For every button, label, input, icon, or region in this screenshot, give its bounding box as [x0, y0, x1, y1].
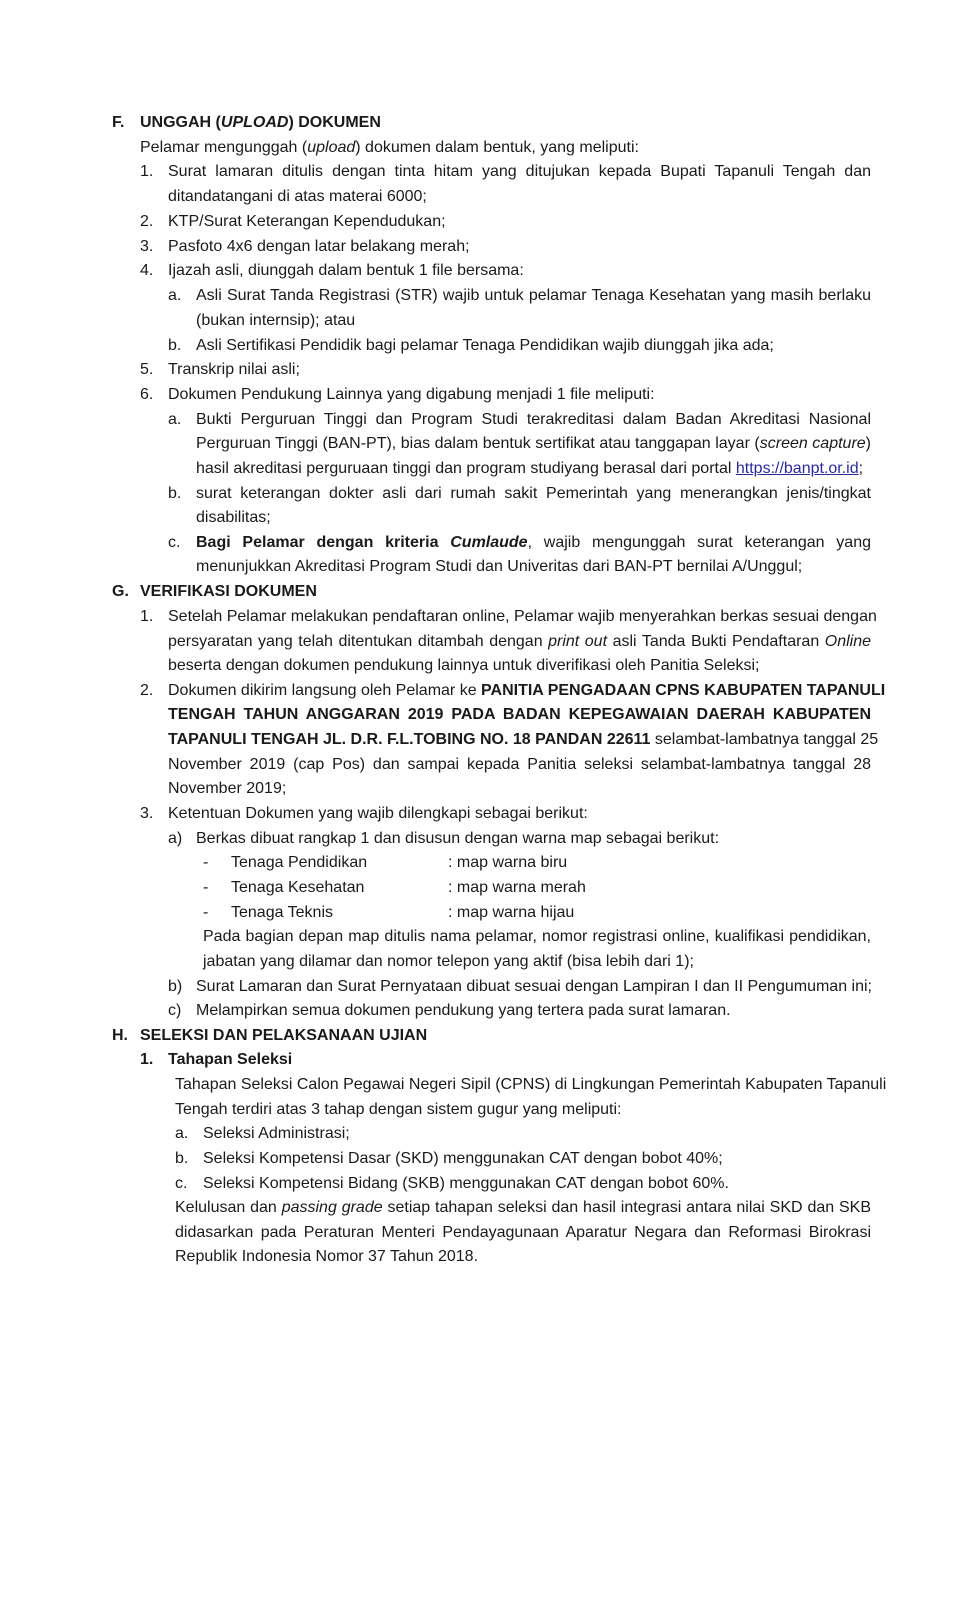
f-item-1-number: 1.	[140, 163, 154, 180]
f-item-5-text: Transkrip nilai asli;	[168, 361, 300, 378]
h-closing-line: Republik Indonesia Nomor 37 Tahun 2018.	[175, 1248, 479, 1265]
map-value: : map warna merah	[448, 879, 586, 896]
f-item-6b-line: disabilitas;	[196, 509, 271, 526]
map-value: : map warna hijau	[448, 904, 575, 921]
map-dash: -	[203, 904, 209, 921]
f-item-5-number: 5.	[140, 361, 154, 378]
h-stage-text: Seleksi Administrasi;	[203, 1125, 350, 1142]
map-note-line: Pada bagian depan map ditulis nama pelamar, nomor registrasi online, kualifikasi pendidikan,	[203, 928, 871, 945]
g-item-3a-letter: a)	[168, 830, 183, 847]
h-stage-text: Seleksi Kompetensi Bidang (SKB) menggunakan CAT dengan bobot 60%.	[203, 1175, 729, 1192]
f-item-2-text: KTP/Surat Keterangan Kependudukan;	[168, 213, 446, 230]
g-item-2-line: Dokumen dikirim langsung oleh Pelamar ke PANITIA PENGADAAN CPNS KABUPATEN TAPANULI	[168, 682, 886, 699]
f-item-4-number: 4.	[140, 262, 154, 279]
f-item-6c-line: Bagi Pelamar dengan kriteria Cumlaude, wajib mengunggah surat keterangan yang	[196, 534, 872, 551]
f-item-4-text: Ijazah asli, diunggah dalam bentuk 1 file bersama:	[168, 262, 524, 279]
map-label: Tenaga Pendidikan	[231, 854, 368, 871]
f-item-4b-text: Asli Sertifikasi Pendidik bagi pelamar Tenaga Pendidikan wajib diunggah jika ada;	[196, 337, 774, 354]
g-item-1-line: persyaratan yang telah ditentukan ditambah dengan print out asli Tanda Bukti Pendaftaran Online	[168, 633, 871, 650]
f-item-4a-line: (bukan internsip); atau	[196, 312, 356, 329]
g-item-1-line: beserta dengan dokumen pendukung lainnya untuk diverifikasi oleh Panitia Seleksi;	[168, 657, 760, 674]
h-closing-line: Kelulusan dan passing grade setiap tahapan seleksi dan hasil integrasi antara nilai SKD dan SKB	[175, 1199, 872, 1216]
banpt-link[interactable]: https://banpt.or.id	[735, 460, 859, 477]
map-label: Tenaga Teknis	[231, 904, 333, 921]
g-item-1-number: 1.	[140, 608, 154, 625]
section-g-letter: G.	[112, 583, 129, 600]
f-item-6-text: Dokumen Pendukung Lainnya yang digabung menjadi 1 file meliputi:	[168, 386, 655, 403]
g-item-2-number: 2.	[140, 682, 154, 699]
g-item-2-line: November 2019;	[168, 780, 287, 797]
section-f-heading: UNGGAH (UPLOAD) DOKUMEN	[140, 114, 381, 131]
f-item-6a-line: hasil akreditasi perguruaan tinggi dan program studiyang berasal dari portal https://banpt.or.id;	[196, 460, 864, 477]
f-item-1-line: Surat lamaran ditulis dengan tinta hitam yang ditujukan kepada Bupati Tapanuli Tengah dan	[168, 163, 871, 180]
f-item-6b-letter: b.	[168, 485, 182, 502]
section-g-heading: VERIFIKASI DOKUMEN	[140, 583, 317, 600]
map-label: Tenaga Kesehatan	[231, 879, 365, 896]
f-item-3-number: 3.	[140, 238, 154, 255]
f-item-2-number: 2.	[140, 213, 154, 230]
g-item-1-line: Setelah Pelamar melakukan pendaftaran online, Pelamar wajib menyerahkan berkas sesuai dengan	[168, 608, 877, 625]
h-stage-letter: b.	[175, 1150, 189, 1167]
f-item-4b-letter: b.	[168, 337, 182, 354]
section-h-letter: H.	[112, 1027, 128, 1044]
f-item-6c-letter: c.	[168, 534, 181, 551]
f-item-6-number: 6.	[140, 386, 154, 403]
f-item-6a-letter: a.	[168, 411, 182, 428]
map-note-line: jabatan yang dilamar dan nomor telepon yang aktif (bisa lebih dari 1);	[203, 953, 694, 970]
h-closing-line: didasarkan pada Peraturan Menteri Pendayagunaan Aparatur Negara dan Reformasi Birokrasi	[175, 1224, 871, 1241]
g-item-2-line: TENGAH TAHUN ANGGARAN 2019 PADA BADAN KEPEGAWAIAN DAERAH KABUPATEN	[168, 706, 871, 723]
section-h-heading: SELEKSI DAN PELAKSANAAN UJIAN	[140, 1027, 428, 1044]
g-item-3c-text: Melampirkan semua dokumen pendukung yang tertera pada surat lamaran.	[196, 1002, 731, 1019]
h-para-line: Tahapan Seleksi Calon Pegawai Negeri Sipil (CPNS) di Lingkungan Pemerintah Kabupaten Tapanuli	[175, 1076, 887, 1093]
g-item-3b-text: Surat Lamaran dan Surat Pernyataan dibuat sesuai dengan Lampiran I dan II Pengumuman ini;	[196, 978, 872, 995]
f-item-4a-letter: a.	[168, 287, 182, 304]
f-item-3-text: Pasfoto 4x6 dengan latar belakang merah;	[168, 238, 470, 255]
map-dash: -	[203, 854, 209, 871]
g-item-3a-text: Berkas dibuat rangkap 1 dan disusun dengan warna map sebagai berikut:	[196, 830, 720, 847]
map-dash: -	[203, 879, 209, 896]
h-para-line: Tengah terdiri atas 3 tahap dengan sistem gugur yang meliputi:	[175, 1101, 622, 1118]
section-f-intro: Pelamar mengunggah (upload) dokumen dalam bentuk, yang meliputi:	[140, 139, 639, 156]
h-stage-letter: c.	[175, 1175, 188, 1192]
f-item-6c-line: menunjukkan Akreditasi Program Studi dan Univeritas dari BAN-PT bernilai A/Unggul;	[196, 558, 803, 575]
f-item-6b-line: surat keterangan dokter asli dari rumah sakit Pemerintah yang menerangkan jenis/tingkat	[196, 485, 871, 502]
g-item-3-text: Ketentuan Dokumen yang wajib dilengkapi sebagai berikut:	[168, 805, 588, 822]
h-stage-text: Seleksi Kompetensi Dasar (SKD) menggunakan CAT dengan bobot 40%;	[203, 1150, 723, 1167]
f-item-6a-line: Perguruan Tinggi (BAN-PT), bias dalam bentuk sertifikat atau tanggapan layar (screen capture)	[196, 435, 871, 452]
f-item-1-line: ditandatangani di atas materai 6000;	[168, 188, 427, 205]
h-sub-1-title: Tahapan Seleksi	[168, 1051, 293, 1068]
h-stage-letter: a.	[175, 1125, 189, 1142]
map-value: : map warna biru	[448, 854, 568, 871]
g-item-3-number: 3.	[140, 805, 154, 822]
section-f-letter: F.	[112, 114, 125, 131]
f-item-6a-line: Bukti Perguruan Tinggi dan Program Studi terakreditasi dalam Badan Akreditasi Nasional	[196, 411, 871, 428]
g-item-2-line: November 2019 (cap Pos) dan sampai kepada Panitia seleksi selambat-lambatnya tanggal 28	[168, 756, 871, 773]
g-item-3c-letter: c)	[168, 1002, 182, 1019]
g-item-3b-letter: b)	[168, 978, 183, 995]
g-item-2-line: TAPANULI TENGAH JL. D.R. F.L.TOBING NO. 18 PANDAN 22611 selambat-lambatnya tanggal 25	[168, 731, 879, 748]
f-item-4a-line: Asli Surat Tanda Registrasi (STR) wajib untuk pelamar Tenaga Kesehatan yang masih berlaku	[196, 287, 871, 304]
h-sub-1-number: 1.	[140, 1051, 154, 1068]
